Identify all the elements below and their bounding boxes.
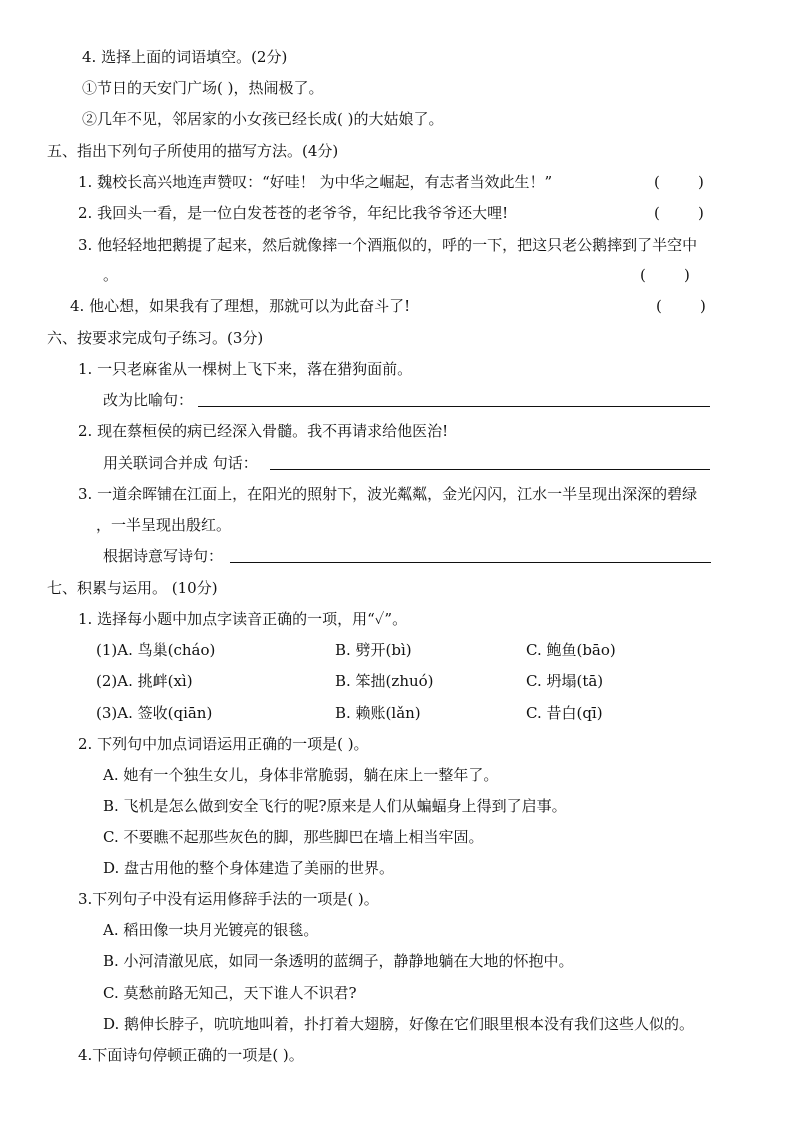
s6-q1-prompt: 改为比喻句： [103,391,194,409]
s7-q3-option-d[interactable]: D. 鹅伸长脖子，吭吭地叫着，扑打着大翅膀，好像在它们眼里根本没有我们这些人似的。 [103,1015,695,1033]
s5-item-2: 2. 我回头一看，是一位白发苍苍的老爷爷，年纪比我爷爷还大哩! [78,204,509,222]
s6-question-3: 3. 一道余晖铺在江面上，在阳光的照射下，波光粼粼，金光闪闪，江水一半呈现出深深的碧绿 [78,485,698,503]
s7-q3-option-b[interactable]: B. 小河清澈见底，如同一条透明的蓝绸子，静静地躺在大地的怀抱中。 [103,952,574,970]
s5-answer-1[interactable]: ( ) [654,173,704,191]
s7-q1-row1-b[interactable]: B. 劈开(bì) [335,641,412,659]
s7-q1-row2-a[interactable]: (2)A. 挑衅(xì) [96,672,193,690]
question-4-item-b: ②几年不见，邻居家的小女孩已经长成( )的大姑娘了。 [82,110,444,128]
s6-question-2: 2. 现在蔡桓侯的病已经深入骨髓。我不再请求给他医治! [78,422,449,440]
s7-q2-option-c[interactable]: C. 不要瞧不起那些灰色的脚，那些脚巴在墙上相当牢固。 [103,828,484,846]
s7-q3-option-c[interactable]: C. 莫愁前路无知己，天下谁人不识君? [103,984,357,1002]
s5-item-3: 3. 他轻轻地把鹅提了起来，然后就像摔一个酒瓶似的，呼的一下，把这只老公鹅摔到了半空中 [78,236,698,254]
section-5-heading: 五、指出下列句子所使用的描写方法。(4分) [47,142,339,160]
s7-q1-row1-c[interactable]: C. 鲍鱼(bāo) [526,641,616,659]
s7-q1-row3-b[interactable]: B. 赖账(lǎn) [335,704,421,722]
s5-answer-4[interactable]: ( ) [656,297,706,315]
question-4-item-a: ①节日的天安门广场( )，热闹极了。 [82,79,324,97]
s7-q2-option-a[interactable]: A. 她有一个独生女儿，身体非常脆弱，躺在床上一整年了。 [103,766,499,784]
s5-item-4: 4. 他心想，如果我有了理想，那就可以为此奋斗了! [70,297,411,315]
question-4-title: 4. 选择上面的词语填空。(2分) [82,48,288,66]
s7-q2-option-d[interactable]: D. 盘古用他的整个身体建造了美丽的世界。 [103,859,395,877]
s7-q3-option-a[interactable]: A. 稻田像一块月光镀亮的银毯。 [103,921,319,939]
s7-q1-row1-a[interactable]: (1)A. 鸟巢(cháo) [96,641,216,659]
s7-q2-option-b[interactable]: B. 飞机是怎么做到安全飞行的呢?原来是人们从蝙蝠身上得到了启事。 [103,797,567,815]
section-7-heading: 七、积累与运用。 (10分) [47,579,218,597]
s6-question-1: 1. 一只老麻雀从一棵树上飞下来，落在猎狗面前。 [78,360,413,378]
s5-answer-3[interactable]: ( ) [640,266,690,284]
s6-q2-prompt: 用关联词合并成 句话： [103,454,258,472]
s6-q3-answer-line[interactable] [230,562,711,563]
s7-question-1: 1. 选择每小题中加点字读音正确的一项，用“✓”。 [78,610,408,628]
s6-question-3-cont: ，一半呈现出殷红。 [96,516,232,534]
s6-q3-prompt: 根据诗意写诗句： [103,547,224,565]
s7-question-2: 2. 下列句中加点词语运用正确的一项是( )。 [78,735,369,753]
s7-q1-row2-b[interactable]: B. 笨拙(zhuó) [335,672,434,690]
s6-q1-answer-line[interactable] [198,406,710,407]
s7-question-4: 4.下面诗句停顿正确的一项是( )。 [78,1046,304,1064]
section-6-heading: 六、按要求完成句子练习。(3分) [47,329,264,347]
s5-item-1: 1. 魏校长高兴地连声赞叹：“好哇！ 为中华之崛起，有志者当效此生！” [78,173,553,191]
s5-item-3-cont: 。 [103,266,119,284]
s6-q2-answer-line[interactable] [270,469,710,470]
s5-answer-2[interactable]: ( ) [654,204,704,222]
s7-question-3: 3.下列句子中没有运用修辞手法的一项是( )。 [78,890,379,908]
s7-q1-row3-a[interactable]: (3)A. 签收(qiān) [96,704,213,722]
s7-q1-row2-c[interactable]: C. 坍塌(tā) [526,672,604,690]
s7-q1-row3-c[interactable]: C. 昔白(qī) [526,704,603,722]
